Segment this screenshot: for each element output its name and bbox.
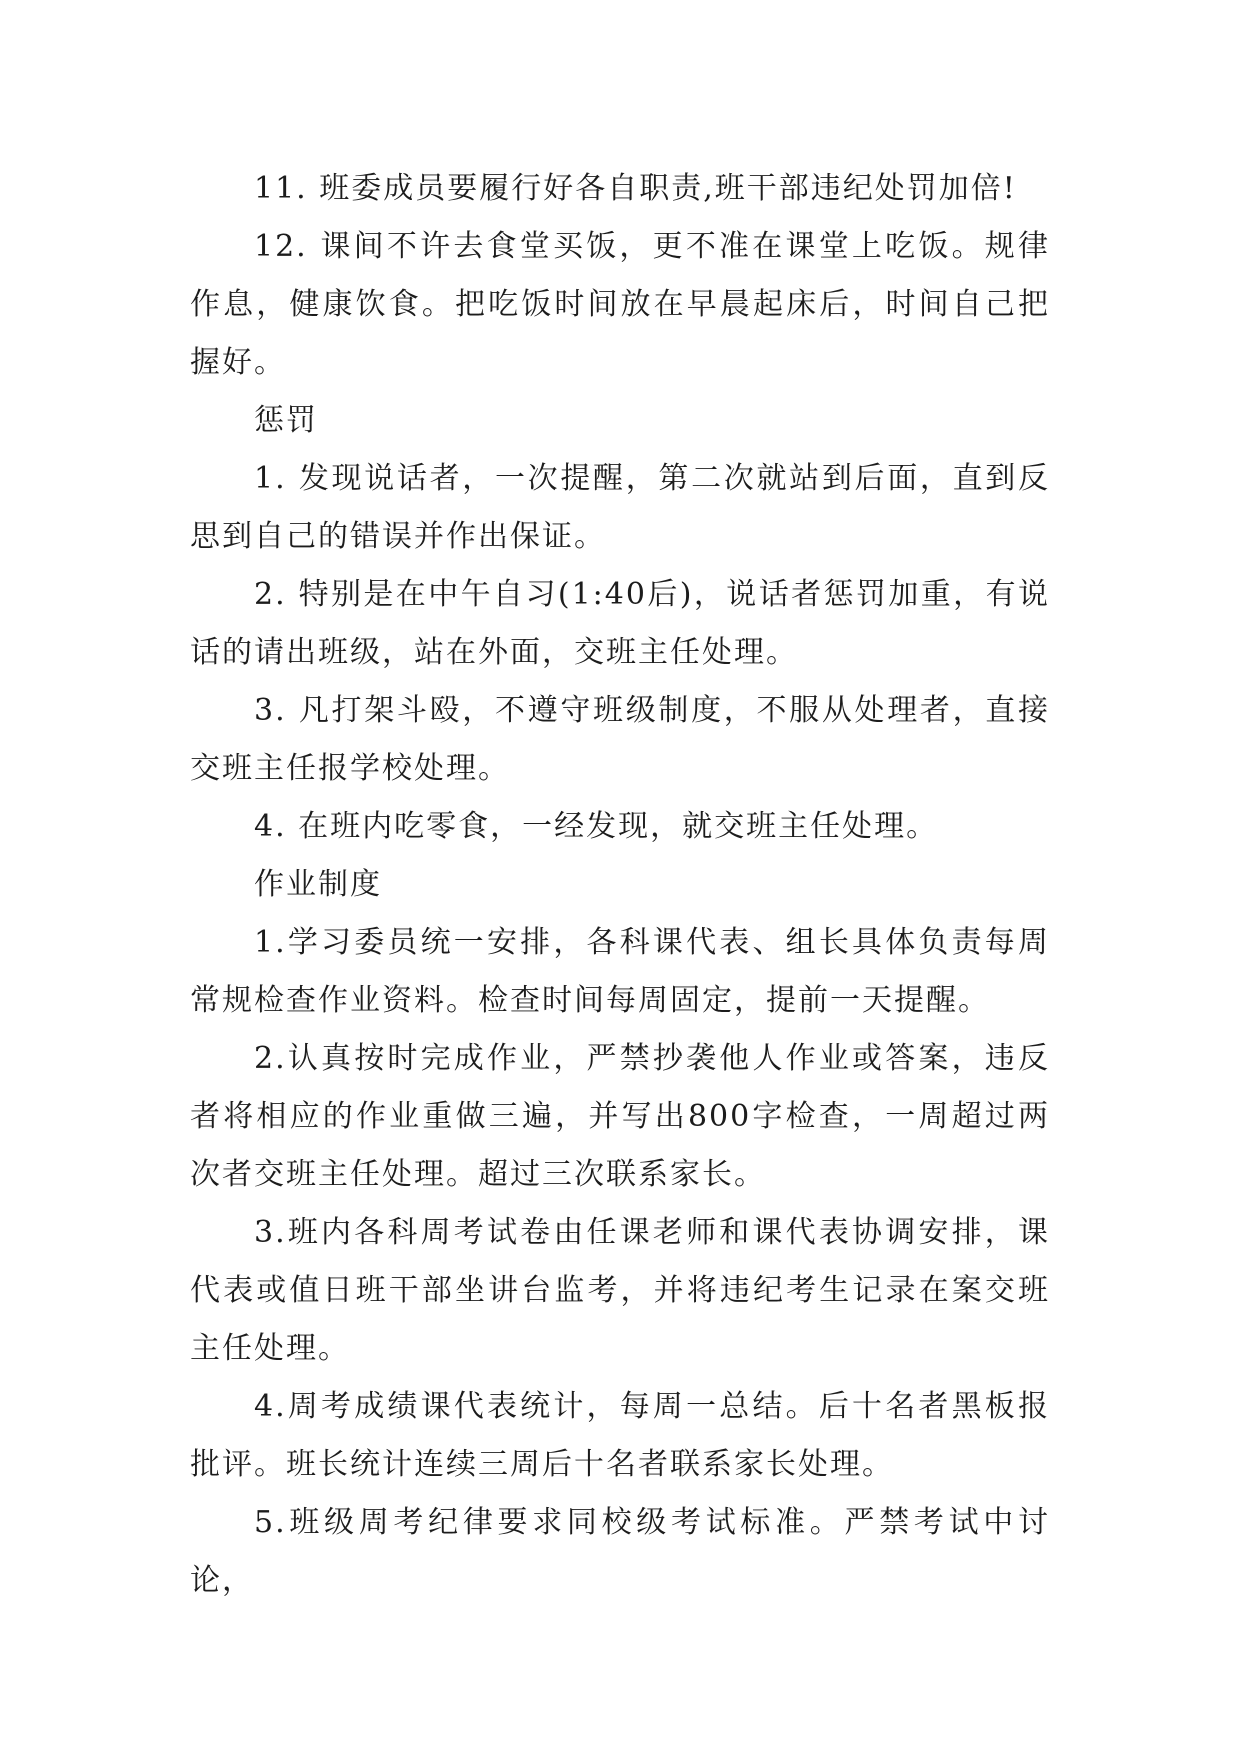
rule-paragraph: 2. 特别是在中午自习(1:40后)，说话者惩罚加重，有说话的请出班级，站在外面，交班主任处理。 — [190, 577, 1050, 670]
rule-paragraph: 11. 班委成员要履行好各自职责,班干部违纪处罚加倍! — [254, 171, 1017, 206]
rule-paragraph: 5.班级周考纪律要求同校级考试标准。严禁考试中讨论， — [190, 1505, 1050, 1598]
rule-paragraph: 3. 凡打架斗殴，不遵守班级制度，不服从处理者，直接交班主任报学校处理。 — [190, 693, 1050, 786]
rule-paragraph: 1.学习委员统一安排，各科课代表、组长具体负责每周常规检查作业资料。检查时间每周固定，提前一天提醒。 — [190, 925, 1050, 1018]
rule-paragraph: 12. 课间不许去食堂买饭，更不准在课堂上吃饭。规律作息，健康饮食。把吃饭时间放在早晨起床后，时间自己把握好。 — [190, 229, 1050, 380]
rule-paragraph: 1. 发现说话者，一次提醒，第二次就站到后面，直到反思到自己的错误并作出保证。 — [190, 461, 1050, 554]
rule-paragraph: 2.认真按时完成作业，严禁抄袭他人作业或答案，违反者将相应的作业重做三遍，并写出800字检查，一周超过两次者交班主任处理。超过三次联系家长。 — [190, 1041, 1050, 1192]
rule-paragraph: 3.班内各科周考试卷由任课老师和课代表协调安排，课代表或值日班干部坐讲台监考，并将违纪考生记录在案交班主任处理。 — [190, 1215, 1050, 1366]
rule-paragraph: 4. 在班内吃零食，一经发现，就交班主任处理。 — [254, 809, 939, 844]
rule-paragraph: 4.周考成绩课代表统计，每周一总结。后十名者黑板报批评。班长统计连续三周后十名者联系家长处理。 — [190, 1389, 1050, 1482]
section-heading-punishment: 惩罚 — [254, 403, 318, 438]
document-body — [190, 160, 1050, 1610]
section-heading-homework: 作业制度 — [254, 867, 382, 902]
